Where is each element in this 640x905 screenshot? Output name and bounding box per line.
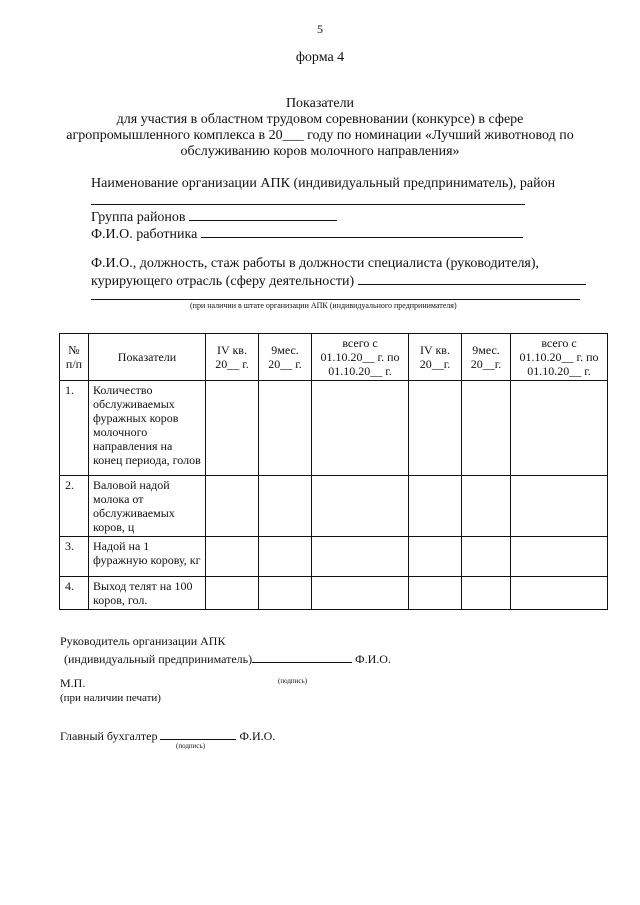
worker-name-label: Ф.И.О. работника [91,227,198,242]
table-cell[interactable] [409,381,462,476]
head-of-org-sublabel: (индивидуальный предприниматель) [64,652,253,666]
specialist-line-2: курирующего отрасль (сферу деятельности) [91,274,355,289]
table-cell[interactable] [462,577,511,610]
table-cell[interactable] [511,537,608,577]
col-header-9m-curr: 9мес. 20__г. [462,334,511,381]
head-of-org-label: Руководитель организации АПК [60,634,226,648]
col-header-total-curr: всего с 01.10.20__ г. по 01.10.20__ г. [511,334,608,381]
table-cell[interactable] [462,381,511,476]
accountant-label: Главный бухгалтер [60,729,158,743]
table-row [60,537,608,577]
table-cell[interactable] [312,476,409,537]
table-cell[interactable] [409,476,462,537]
table-cell[interactable] [206,537,259,577]
table-cell[interactable] [312,381,409,476]
col-header-total-prev: всего с 01.10.20__ г. по 01.10.20__ г. [312,334,409,381]
table-cell[interactable] [409,537,462,577]
table-row [60,476,608,537]
accountant-fio-label: Ф.И.О. [239,729,276,743]
table-cell[interactable] [312,577,409,610]
table-cell[interactable] [462,476,511,537]
specialist-line-1: Ф.И.О., должность, стаж работы в должности специалиста (руководителя), [91,256,540,271]
head-signature-caption: (подпись) [278,677,308,685]
table-row [60,577,608,610]
table-cell[interactable] [206,381,259,476]
stamp-label: М.П. [60,676,86,690]
stamp-note: (при наличии печати) [60,692,161,704]
accountant-signature-caption: (подпись) [176,742,206,750]
row-number: 3. [60,537,89,577]
table-cell[interactable] [511,476,608,537]
org-name-label: Наименование организации АПК (индивидуальный предприниматель), район [91,176,556,191]
table-cell[interactable] [511,577,608,610]
row-number: 1. [60,381,89,476]
form-label: форма 4 [295,50,345,65]
head-signature-field [64,651,391,667]
row-number: 2. [60,476,89,537]
table-cell[interactable] [206,577,259,610]
district-group-blank [189,208,337,221]
row-indicator: Валовой надой молока от обслуживаемых коров, ц [89,476,206,537]
table-cell[interactable] [511,381,608,476]
district-group-label: Группа районов [91,210,186,225]
col-header-number: № п/п [60,334,89,381]
worker-name-field [91,225,523,243]
row-indicator: Количество обслуживаемых фуражных коров молочного направления на конец периода, голов [89,381,206,476]
table-cell[interactable] [206,476,259,537]
org-name-line [91,204,525,205]
title-line-2: агропромышленного комплекса в 20___ году по номинации «Лучший животновод по [66,128,574,143]
col-header-indicator: Показатели [89,334,206,381]
head-signature-blank [252,651,352,663]
specialist-caption: (при наличии в штате организации АПК (индивидуального предпринимателя) [190,301,457,310]
table-cell[interactable] [259,476,312,537]
indicators-table [59,333,608,610]
table-cell[interactable] [409,577,462,610]
accountant-signature-blank [160,728,236,740]
col-header-q4-prev: IV кв. 20__ г. [206,334,259,381]
specialist-blank [358,272,586,285]
col-header-9m-prev: 9мес. 20__ г. [259,334,312,381]
head-fio-label: Ф.И.О. [355,652,391,666]
table-cell[interactable] [259,381,312,476]
title-heading: Показатели [285,96,355,111]
table-row [60,381,608,476]
table-cell[interactable] [259,537,312,577]
table-header-row [60,334,608,381]
worker-name-blank [201,225,523,238]
title-line-3: обслуживанию коров молочного направления» [180,144,460,159]
district-group-field [91,208,337,226]
table-cell[interactable] [312,537,409,577]
table-cell[interactable] [462,537,511,577]
col-header-q4-curr: IV кв. 20__г. [409,334,462,381]
row-number: 4. [60,577,89,610]
document-title [60,96,580,160]
specialist-line [91,299,580,300]
specialist-field [91,272,586,290]
accountant-signature-field [60,728,275,744]
row-indicator: Надой на 1 фуражную корову, кг [89,537,206,577]
table-cell[interactable] [259,577,312,610]
title-line-1: для участия в областном трудовом соревновании (конкурсе) в сфере [116,112,524,127]
row-indicator: Выход телят на 100 коров, гол. [89,577,206,610]
page-number: 5 [317,22,323,36]
